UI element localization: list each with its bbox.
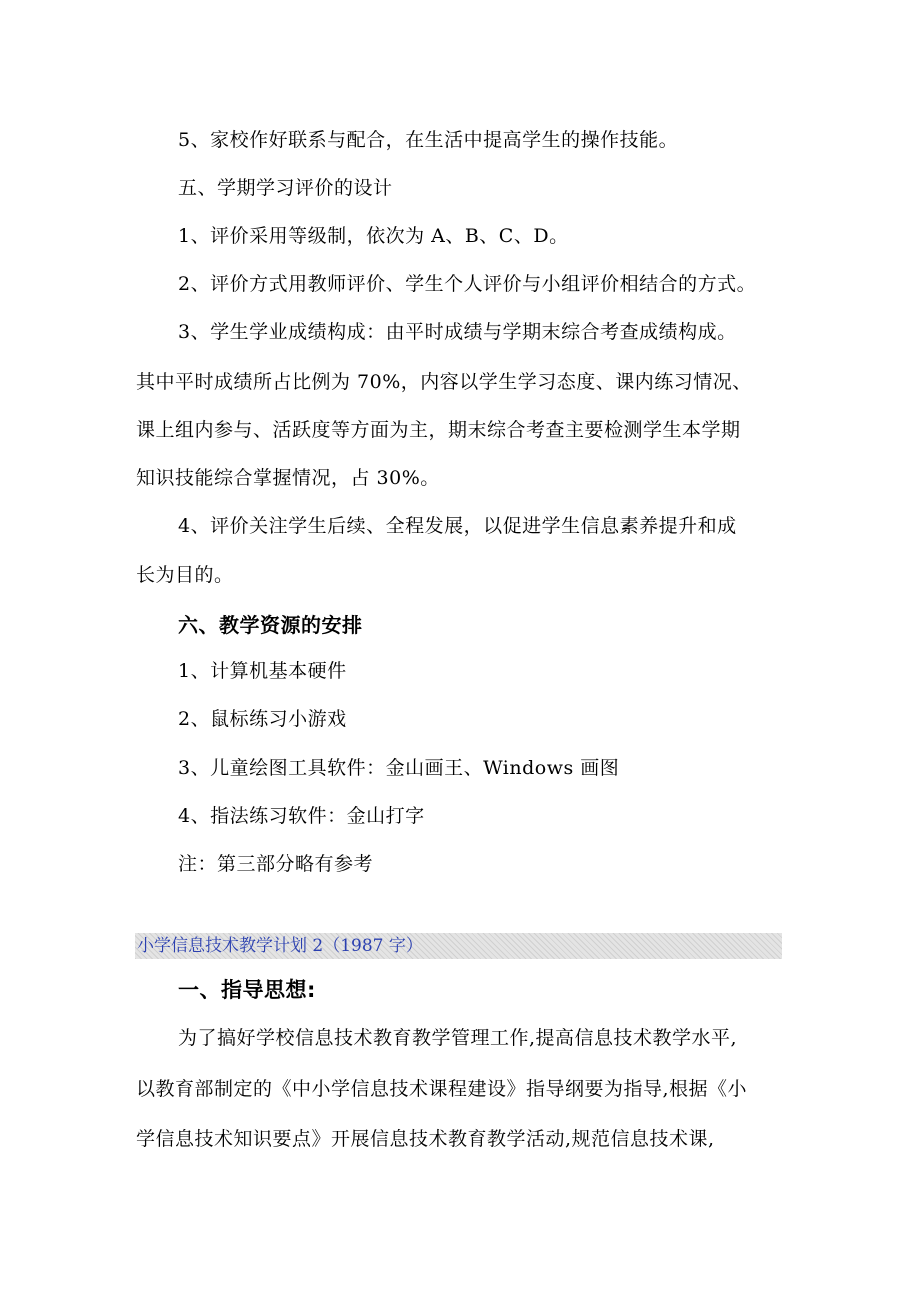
paragraph-line: 为了搞好学校信息技术教育教学管理工作,提高信息技术教学水平, <box>178 1027 738 1049</box>
list-item: 2、鼠标练习小游戏 <box>178 708 347 730</box>
paragraph-line: 1、评价采用等级制，依次为 A、B、C、D。 <box>178 225 569 247</box>
paragraph-line: 长为目的。 <box>136 564 234 586</box>
section-heading: 五、学期学习评价的设计 <box>178 177 393 199</box>
paragraph-line: 以教育部制定的《中小学信息技术课程建设》指导纲要为指导,根据《小 <box>136 1078 748 1100</box>
article-heading-link[interactable]: 小学信息技术教学计划 2（1987 字） <box>137 936 423 956</box>
list-item: 4、指法练习软件：金山打字 <box>178 805 425 827</box>
paragraph-line: 其中平时成绩所占比例为 70%，内容以学生学习态度、课内练习情况、 <box>136 371 752 393</box>
list-item: 1、计算机基本硬件 <box>178 660 347 682</box>
paragraph-line: 5、家校作好联系与配合，在生活中提高学生的操作技能。 <box>178 129 679 151</box>
note-line: 注：第三部分略有参考 <box>178 853 374 875</box>
paragraph-line: 2、评价方式用教师评价、学生个人评价与小组评价相结合的方式。 <box>178 273 757 295</box>
paragraph-line: 课上组内参与、活跃度等方面为主，期末综合考查主要检测学生本学期 <box>136 419 741 441</box>
paragraph-line: 4、评价关注学生后续、全程发展，以促进学生信息素养提升和成 <box>178 515 737 537</box>
paragraph-line: 知识技能综合掌握情况，占 30%。 <box>136 467 440 489</box>
list-item: 3、儿童绘图工具软件：金山画王、Windows 画图 <box>178 757 620 779</box>
paragraph-line: 3、学生学业成绩构成：由平时成绩与学期末综合考查成绩构成。 <box>178 321 737 343</box>
paragraph-line: 学信息技术知识要点》开展信息技术教育教学活动,规范信息技术课, <box>136 1128 715 1150</box>
section-heading: 一、指导思想: <box>178 978 316 1002</box>
section-heading: 六、教学资源的安排 <box>178 613 363 637</box>
